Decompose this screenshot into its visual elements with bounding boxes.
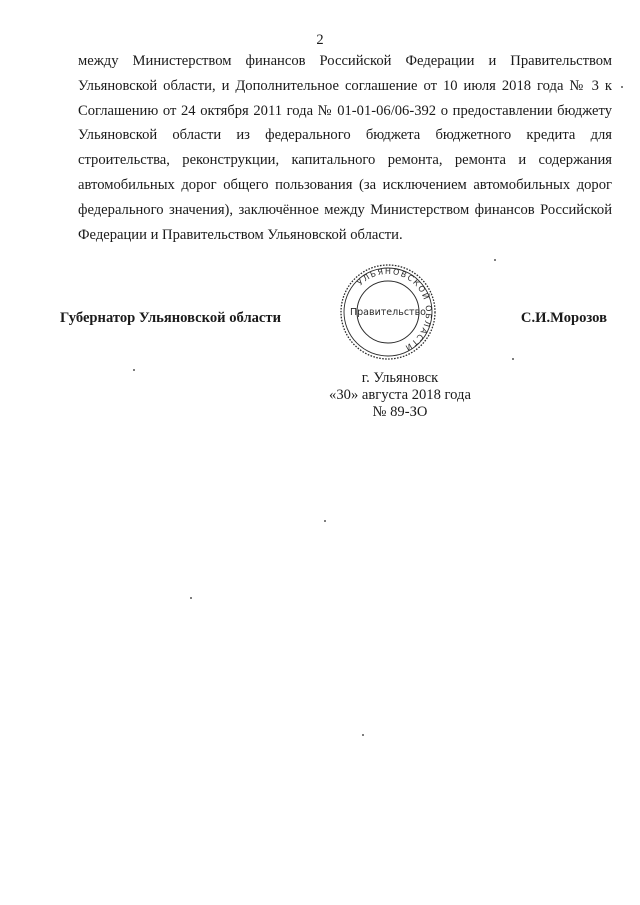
scan-speck	[362, 734, 364, 736]
scan-speck	[512, 358, 514, 360]
scan-speck	[324, 520, 326, 522]
signer-title: Губернатор Ульяновской области	[60, 310, 281, 326]
law-number: № 89-ЗО	[372, 404, 428, 420]
signature-block	[0, 310, 640, 334]
place-date-block	[300, 370, 500, 421]
city: г. Ульяновск	[361, 370, 439, 386]
official-seal-icon	[338, 262, 438, 362]
body-paragraph: между Министерством финансов Российской Федерации и Правительством Ульяновской области, и Дополнительное соглашение от 10 июля 2018 года № 3 к Соглашению от 24 октября 2011 года № 01-01-06/06-392 о предоставлении бюджету Ульяновской области из федерального бюджета бюджетного кредита для строительства, реконструкции, капитального ремонта, ремонта и содержания автомобильных дорог общего пользования (за исключением автомобильных дорог федерального значения), заключённое между Министерством финансов Российской Федерации и Правительством Ульяновской области.	[78, 53, 612, 243]
seal-ring-text: УЛЬЯНОВСКОЙ ОБЛАСТИ	[355, 266, 434, 353]
page-number: 2	[316, 32, 324, 48]
signer-name: С.И.Морозов	[520, 310, 607, 326]
date: «30» августа 2018 года	[329, 387, 471, 403]
scan-speck	[494, 259, 496, 261]
seal-center-text: Правительство	[350, 307, 426, 318]
scan-speck	[621, 86, 623, 88]
scan-speck	[190, 597, 192, 599]
scan-speck	[133, 369, 135, 371]
